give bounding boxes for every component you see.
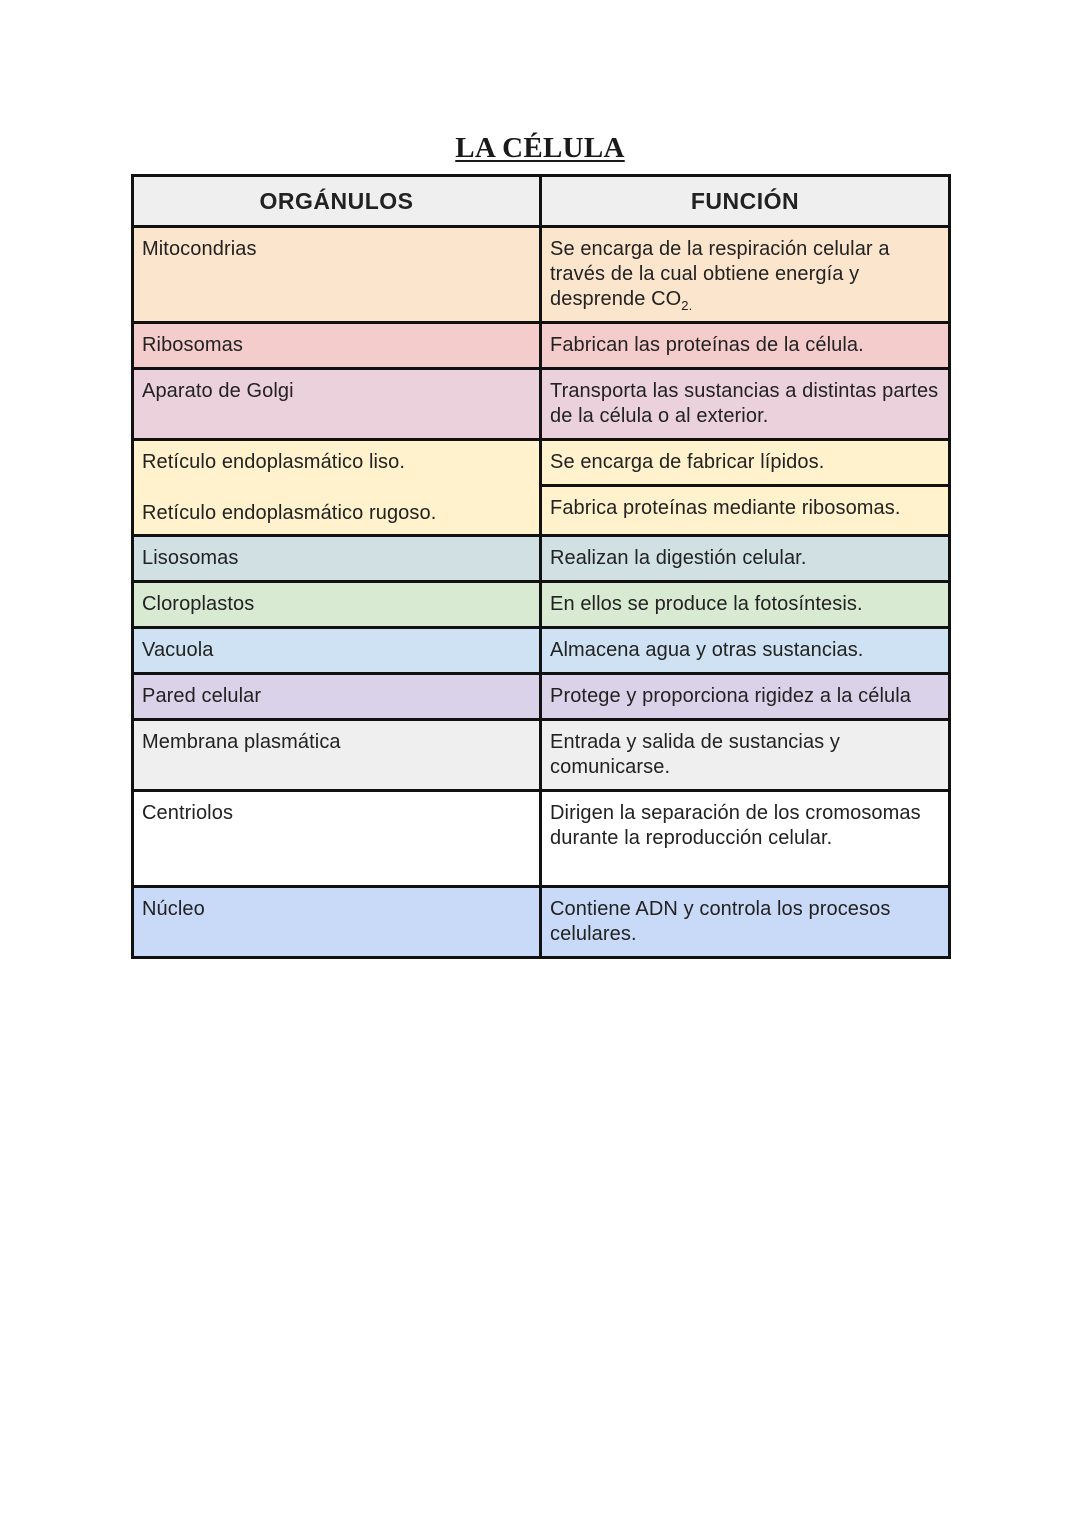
funcion-cell: Se encarga de fabricar lípidos. — [541, 440, 950, 486]
funcion-cell: Fabrican las proteínas de la célula. — [541, 323, 950, 369]
organulo-cell: Aparato de Golgi — [133, 369, 541, 440]
funcion-cell: Protege y proporciona rigidez a la célula — [541, 674, 950, 720]
funcion-cell: Contiene ADN y controla los procesos celulares. — [541, 887, 950, 958]
table-row — [133, 628, 950, 674]
organulo-reticulo-liso: Retículo endoplasmático liso. — [142, 451, 406, 473]
funcion-cell: Almacena agua y otras sustancias. — [541, 628, 950, 674]
header-funcion: FUNCIÓN — [541, 176, 950, 227]
funcion-cell: Fabrica proteínas mediante ribosomas. — [541, 486, 950, 536]
table-row — [133, 440, 950, 486]
funcion-cell: Se encarga de la respiración celular a través de la cual obtiene energía y desprende $CO_{2.}$ — [541, 227, 950, 323]
table-row — [133, 720, 950, 791]
header-organulos: ORGÁNULOS — [133, 176, 541, 227]
organulo-cell: Mitocondrias — [133, 227, 541, 323]
organulo-cell: Centriolos — [133, 791, 541, 887]
organulo-cell: Núcleo — [133, 887, 541, 958]
table-row — [133, 887, 950, 958]
table-header-row — [133, 176, 950, 227]
organulo-cell: Vacuola — [133, 628, 541, 674]
funcion-cell: Entrada y salida de sustancias y comunicarse. — [541, 720, 950, 791]
table-row — [133, 369, 950, 440]
organelles-table — [131, 174, 951, 959]
organulo-cell: Pared celular — [133, 674, 541, 720]
funcion-cell: Realizan la digestión celular. — [541, 536, 950, 582]
table-row — [133, 791, 950, 887]
table-row — [133, 536, 950, 582]
organulo-cell: Ribosomas — [133, 323, 541, 369]
funcion-cell: En ellos se produce la fotosíntesis. — [541, 582, 950, 628]
table-row — [133, 674, 950, 720]
table-row — [133, 323, 950, 369]
organulo-reticulo-rugoso: Retículo endoplasmático rugoso. — [142, 502, 437, 524]
funcion-cell: Transporta las sustancias a distintas partes de la célula o al exterior. — [541, 369, 950, 440]
table-row — [133, 227, 950, 323]
funcion-cell: Dirigen la separación de los cromosomas durante la reproducción celular. — [541, 791, 950, 887]
organulo-cell: Lisosomas — [133, 536, 541, 582]
page-title: LA CÉLULA — [455, 132, 625, 164]
table-row — [133, 582, 950, 628]
organulo-cell-reticulo — [133, 440, 541, 536]
organulo-cell: Cloroplastos — [133, 582, 541, 628]
organulo-cell: Membrana plasmática — [133, 720, 541, 791]
